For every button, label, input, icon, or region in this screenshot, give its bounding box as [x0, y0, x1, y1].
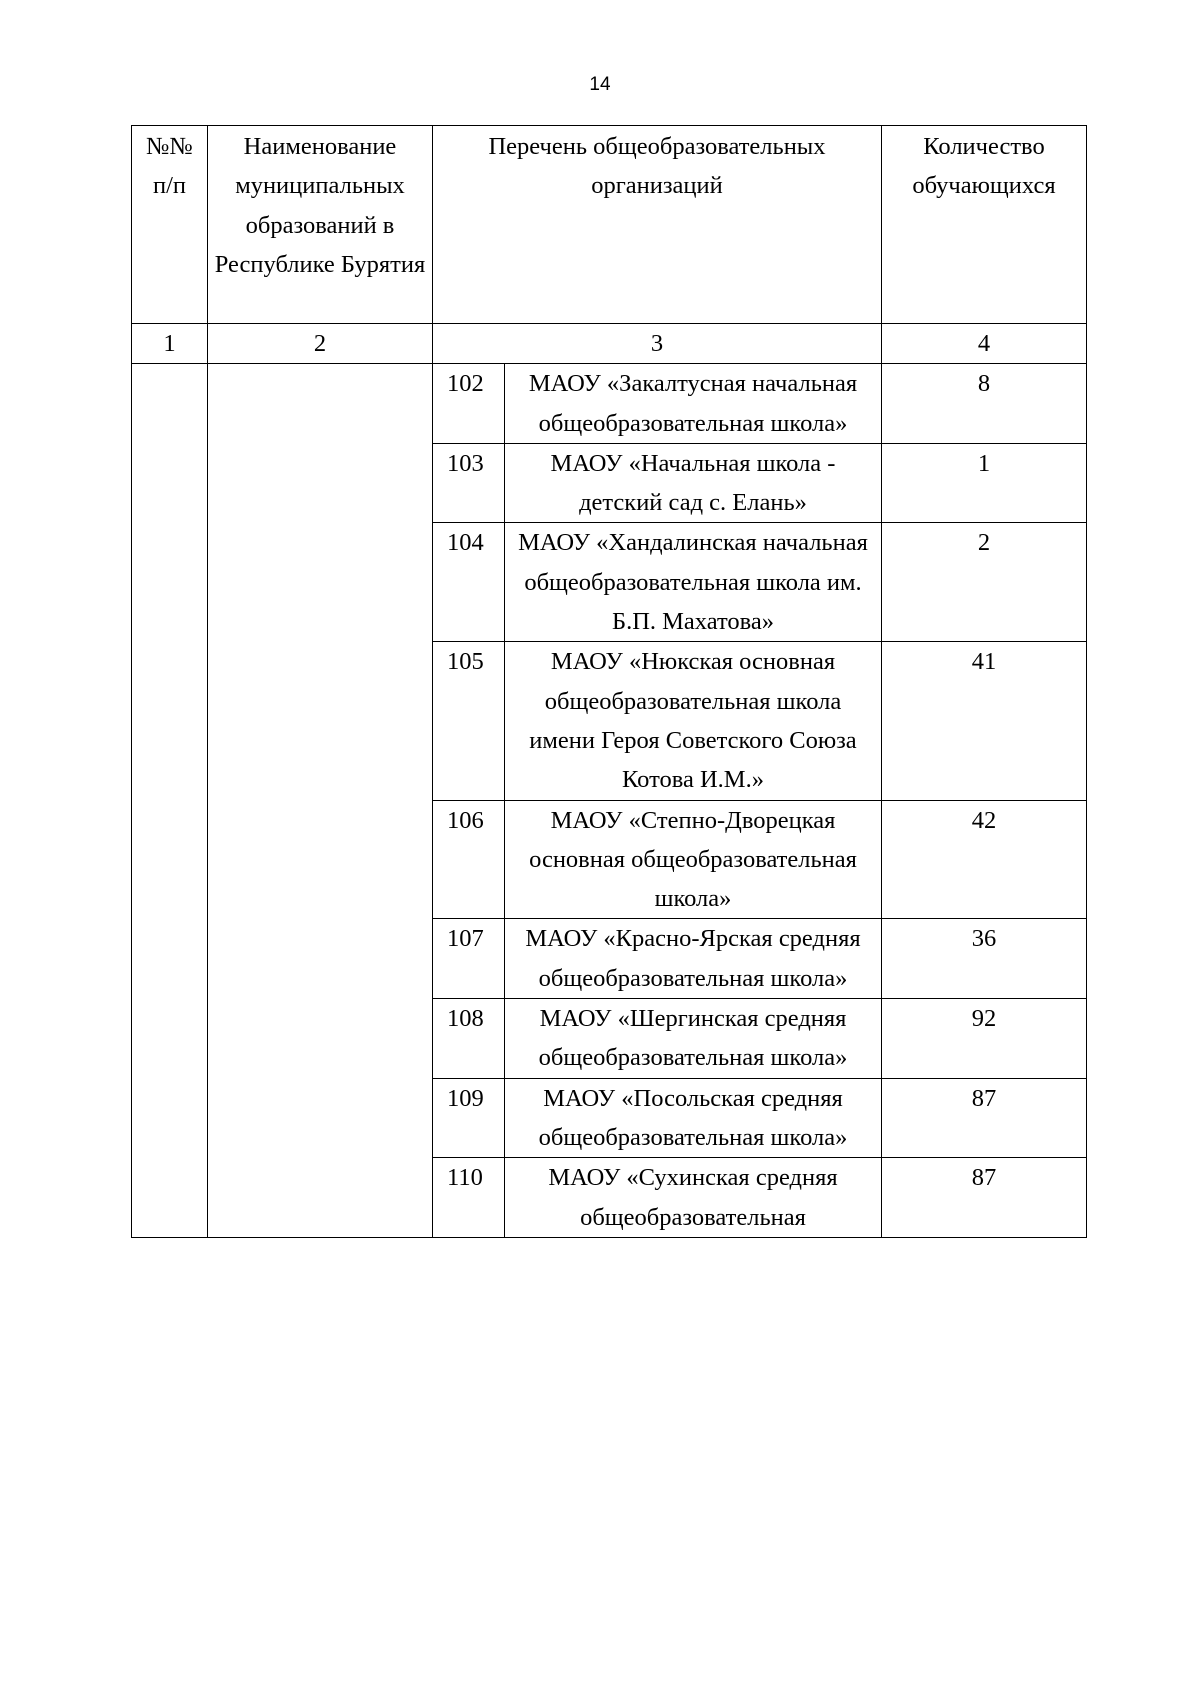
student-count: 87 — [882, 1078, 1087, 1158]
student-count: 2 — [882, 523, 1087, 642]
org-name: МАОУ «Сухинская средняя общеобразовательная — [505, 1158, 882, 1238]
student-count: 1 — [882, 443, 1087, 523]
org-number: 106 — [433, 800, 505, 919]
org-name: МАОУ «Закалтусная начальная общеобразовательная школа» — [505, 364, 882, 444]
header-organizations: Перечень общеобразовательных организаций — [488, 133, 826, 200]
student-count: 87 — [882, 1158, 1087, 1238]
org-number: 108 — [433, 999, 505, 1079]
header-number-cell — [132, 126, 208, 324]
org-number: 110 — [433, 1158, 505, 1238]
org-name: МАОУ «Шергинская средняя общеобразовательная школа» — [505, 999, 882, 1079]
header-count-cell — [882, 126, 1087, 324]
org-name: МАОУ «Нюкская основная общеобразовательная школа имени Героя Советского Союза Котова И.М.» — [505, 642, 882, 800]
org-number: 109 — [433, 1078, 505, 1158]
table-header-row — [132, 126, 1087, 324]
column-number-2: 2 — [208, 324, 433, 364]
org-number: 105 — [433, 642, 505, 800]
table-row — [132, 364, 1087, 444]
org-number: 103 — [433, 443, 505, 523]
page-number: 14 — [589, 74, 611, 95]
org-name: МАОУ «Степно-Дворецкая основная общеобразовательная школа» — [505, 800, 882, 919]
org-name: МАОУ «Хандалинская начальная общеобразовательная школа им. Б.П. Махатова» — [505, 523, 882, 642]
org-name: МАОУ «Начальная школа - детский сад с. Елань» — [505, 443, 882, 523]
header-count: Количество обучающихся — [912, 133, 1056, 200]
schools-table — [131, 125, 1087, 1238]
org-number: 107 — [433, 919, 505, 999]
org-number: 104 — [433, 523, 505, 642]
header-organizations-cell — [433, 126, 882, 324]
student-count: 8 — [882, 364, 1087, 444]
student-count: 92 — [882, 999, 1087, 1079]
header-municipality: Наименование муниципальных образований в Республике Бурятия — [214, 133, 426, 278]
column-numbers-row — [132, 324, 1087, 364]
column-number-1: 1 — [132, 324, 208, 364]
column-number-3: 3 — [433, 324, 882, 364]
org-name: МАОУ «Посольская средняя общеобразовательная школа» — [505, 1078, 882, 1158]
student-count: 42 — [882, 800, 1087, 919]
student-count: 36 — [882, 919, 1087, 999]
column-number-4: 4 — [882, 324, 1087, 364]
header-number: №№ п/п — [146, 133, 193, 200]
student-count: 41 — [882, 642, 1087, 800]
org-number: 102 — [433, 364, 505, 444]
org-name: МАОУ «Красно-Ярская средняя общеобразовательная школа» — [505, 919, 882, 999]
header-municipality-cell — [208, 126, 433, 324]
municipality-cell-empty — [208, 364, 433, 1238]
number-cell-empty — [132, 364, 208, 1238]
